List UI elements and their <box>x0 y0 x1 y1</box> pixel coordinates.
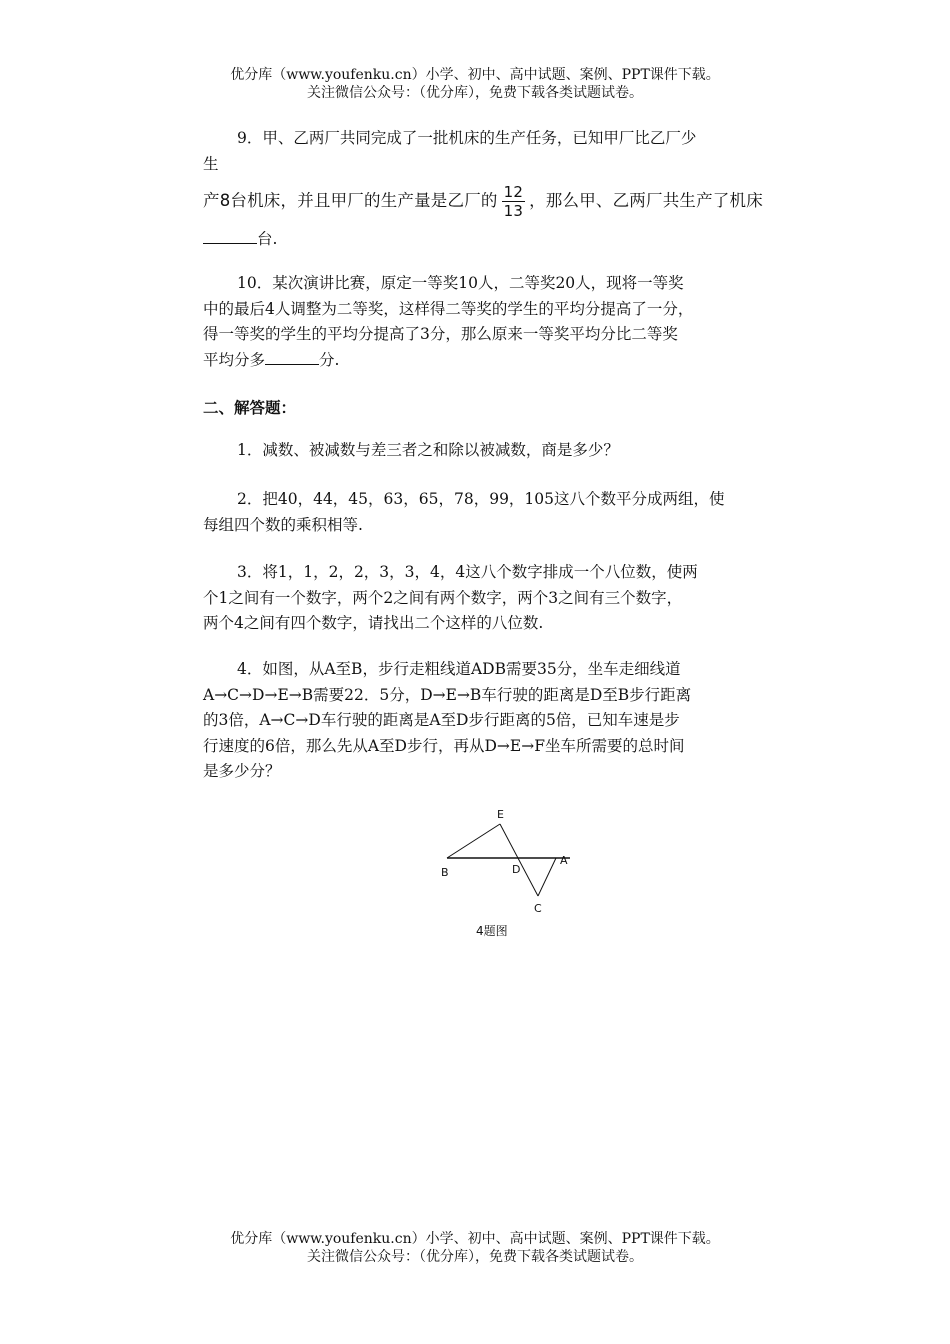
problem-2-line-2: 每组四个数的乘积相等. <box>203 515 363 534</box>
question-10-line-4-pre: 平均分多 <box>203 350 266 369</box>
problem-1-line-1: 1．减数、被减数与差三者之和除以被减数，商是多少？ <box>237 441 619 459</box>
label-b: B <box>441 866 449 879</box>
fraction-denominator: 13 <box>503 202 524 220</box>
problem-4-line-5: 是多少分？ <box>203 762 281 780</box>
label-e: E <box>497 808 504 821</box>
question-9-line-1: 9．甲、乙两厂共同完成了一批机床的生产任务，已知甲厂比乙厂少 <box>237 129 697 147</box>
problem-4-line-3: 的3倍，A→C→D车行驶的距离是A至D步行距离的5倍，已知车速是步 <box>203 711 680 729</box>
question-10-line-1: 10．某次演讲比赛，原定一等奖10人，二等奖20人，现将一等奖 <box>237 274 684 292</box>
problem-1 <box>203 438 813 464</box>
problem-3-line-2: 个1之间有一个数字，两个2之间有两个数字，两个3之间有三个数字， <box>203 588 683 607</box>
problem-4-line-1: 4．如图，从A至B，步行走粗线道ADB需要35分，坐车走细线道 <box>237 660 681 678</box>
geometry-figure <box>430 800 590 950</box>
question-10 <box>203 271 813 373</box>
footer-line-2: 关注微信公众号：（优分库），免费下载各类试题试卷。 <box>307 1249 643 1265</box>
fraction-numerator: 12 <box>503 183 524 201</box>
question-9-line-3 <box>203 179 813 223</box>
page-footer <box>0 1230 950 1266</box>
line-ca <box>538 858 556 896</box>
header-line-1: 优分库（www.youfenku.cn）小学、初中、高中试题、案例、PPT课件下载。 <box>230 67 720 83</box>
figure-caption: 4题图 <box>476 924 508 938</box>
question-10-line-3: 得一等奖的学生的平均分提高了3分，那么原来一等奖平均分比二等奖 <box>203 325 678 343</box>
answer-blank <box>203 229 257 244</box>
question-9-line-4-post: 台. <box>257 230 278 248</box>
question-9 <box>203 126 813 253</box>
figure-svg <box>430 800 590 950</box>
problem-4-line-4: 行速度的6倍，那么先从A至D步行，再从D→E→F坐车所需要的总时间 <box>203 736 685 755</box>
question-10-line-4 <box>203 348 813 374</box>
question-9-line-4 <box>203 227 813 253</box>
section-title: 二、解答题： <box>203 399 297 417</box>
footer-line-1: 优分库（www.youfenku.cn）小学、初中、高中试题、案例、PPT课件下载。 <box>230 1231 720 1247</box>
question-10-line-4-post: 分. <box>319 350 340 369</box>
label-c: C <box>534 902 542 915</box>
question-9-line-3-post: ，那么甲、乙两厂共生产了机床 <box>529 191 763 210</box>
problem-3 <box>203 560 813 637</box>
problem-2 <box>203 487 813 538</box>
answer-blank <box>265 350 319 365</box>
fraction-12-13 <box>502 183 526 220</box>
problem-3-line-1: 3．将1，1，2，2，3，3，4，4这八个数字排成一个八位数，使两 <box>237 563 698 581</box>
problem-2-line-1: 2．把40，44，45，63，65，78，99，105这八个数平分成两组，使 <box>237 490 725 508</box>
label-a: A <box>560 854 568 867</box>
question-9-line-2: 生 <box>203 154 219 173</box>
header-line-2: 关注微信公众号：（优分库），免费下载各类试题试卷。 <box>307 85 643 101</box>
line-ec <box>500 824 538 896</box>
line-be <box>447 824 500 858</box>
question-9-line-3-pre: 产8台机床，并且甲厂的生产量是乙厂的 <box>203 191 498 210</box>
label-d: D <box>512 863 521 876</box>
problem-3-line-3: 两个4之间有四个数字，请找出二个这样的八位数. <box>203 614 544 632</box>
question-10-line-2: 中的最后4人调整为二等奖，这样得二等奖的学生的平均分提高了一分， <box>203 299 694 318</box>
problem-4-line-2: A→C→D→E→B需要22．5分，D→E→B车行驶的距离是D至B步行距离 <box>203 685 692 704</box>
page-header <box>0 66 950 102</box>
problem-4 <box>203 657 813 785</box>
